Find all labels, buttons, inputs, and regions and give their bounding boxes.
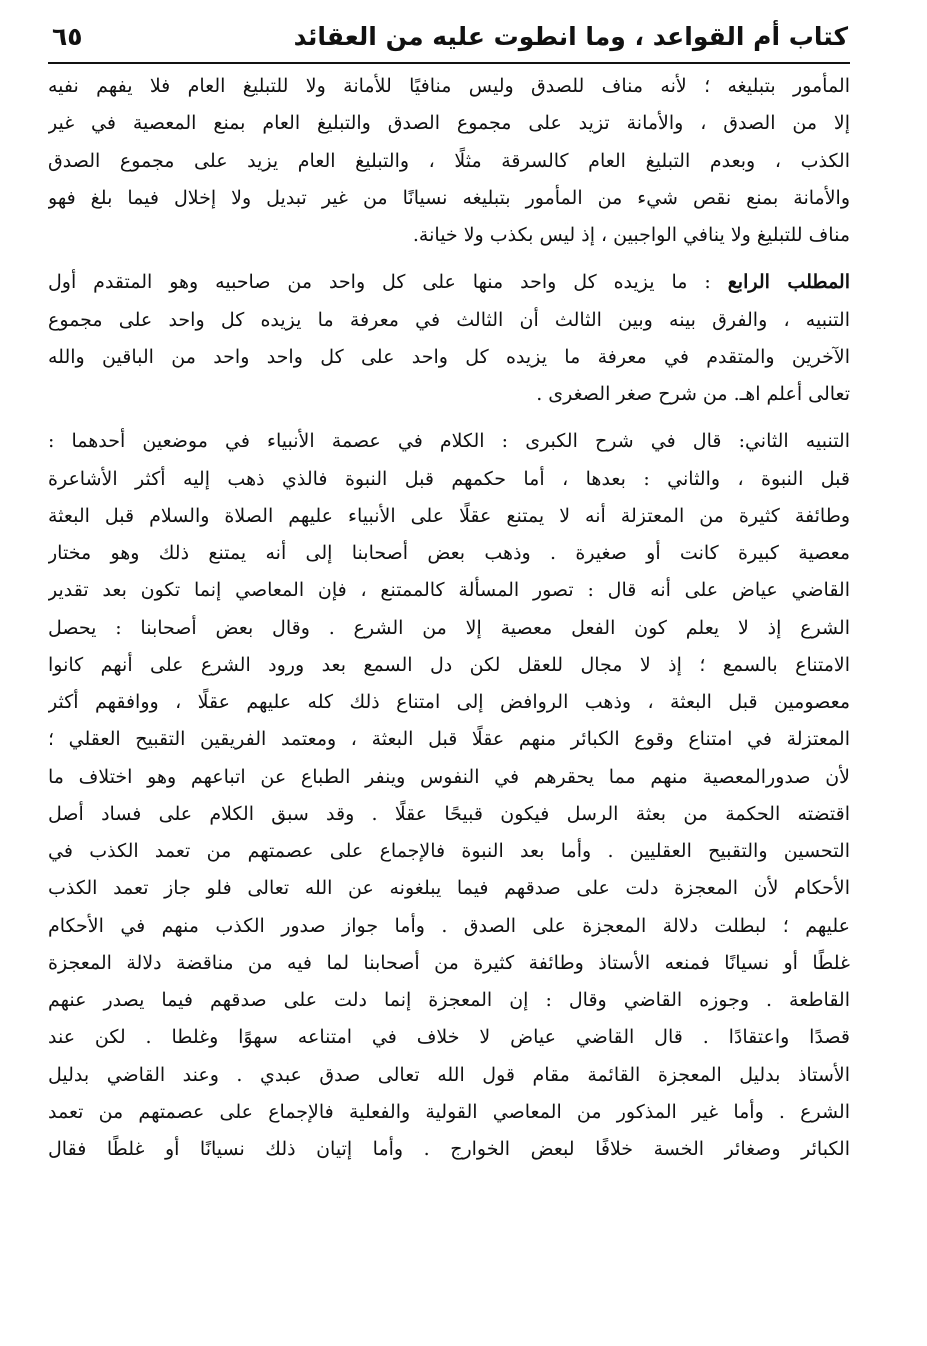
text-line: والأمانة بمنع نقص شيء من المأمور بتبليغه نسيانًا من غير تبديل ولا إخلال فيما بلغ فهو bbox=[48, 186, 850, 209]
section-heading: المطلب الرابع bbox=[727, 271, 850, 294]
page-body bbox=[48, 68, 850, 1168]
text-line: تعالى أعلم اهـ. من شرح صغر الصغرى . bbox=[536, 383, 850, 405]
text-line: مناف للتبليغ ولا ينافي الواجبين ، إذ ليس بكذب ولا خيانة. bbox=[412, 224, 850, 246]
paragraph-1 bbox=[48, 68, 850, 254]
text-line: الشرع إذ لا يعلم كون الفعل معصية إلا من الشرع . وقال بعض أصحابنا : يحصل bbox=[48, 616, 850, 639]
text-line: الأستاذ بدليل المعجزة القائمة مقام قول الله تعالى صدق عبدي . وعند القاضي بدليل bbox=[48, 1063, 850, 1086]
text-line: الامتناع بالسمع ؛ إذ لا مجال للعقل لكن دل السمع بعد ورود الشرع على أنهم كانوا bbox=[48, 653, 850, 676]
text-run: : ما يزيده كل واحد منها على كل واحد من صاحبيه وهو المتقدم أول bbox=[48, 271, 711, 294]
text-line: قصدًا واعتقادًا . قال القاضي عياض لا خلاف في امتناعه سهوًا وغلطا . لكن عند bbox=[48, 1026, 850, 1049]
header-rule bbox=[48, 62, 850, 64]
page-header bbox=[48, 16, 848, 60]
page-number: ٦٥ bbox=[52, 22, 83, 51]
text-line: التنبيه الثاني: قال في شرح الكبرى : الكلام في عصمة الأنبياء في موضعين أحدهما : bbox=[48, 430, 850, 453]
text-line: اقتضته الحكمة من بعثة الرسل فيكون قبيحًا عقلًا . وقد سبق الكلام على فساد أصل bbox=[48, 802, 850, 825]
text-line: قبل النبوة ، والثاني : بعدها ، أما حكمهم قبل النبوة فالذي ذهب إليه أكثر الأشاعرة bbox=[48, 467, 850, 490]
text-line: الآخرين والمتقدم في معرفة ما يزيده كل واحد على كل واحد واحد من الباقين والله bbox=[48, 345, 850, 368]
text-line: القاضي عياض على أنه قال : تصور المسألة كالممتنع ، فإن المعاصي إنما تكون بعد تقدير bbox=[48, 579, 850, 602]
text-line: معصومين قبل البعثة ، وذهب الروافض إلى امتناع ذلك كله عليهم عقلًا ، ووافقهم أكثر bbox=[48, 691, 850, 713]
text-line: المعتزلة في امتناع وقوع الكبائر منهم عقلًا قبل البعثة ، ومعتمد الفريقين التقبيح العقلي ؛ bbox=[48, 728, 850, 751]
text-line: إلا من الصدق ، والأمانة تزيد على مجموع الصدق والتبليغ العام بمنع المعصية في غير bbox=[48, 112, 850, 135]
text-line bbox=[48, 264, 850, 301]
text-line: الكبائر وصغائر الخسة خلافًا لبعض الخوارج . وأما إتيان ذلك نسيانًا أو غلطًا فقال bbox=[48, 1138, 850, 1160]
text-line: التحسين والتقبيح العقليين . وأما بعد النبوة فالإجماع على عصمتهم من تعمد الكذب في bbox=[48, 840, 850, 862]
text-line: غلطًا أو نسيانًا فمنعه الأستاذ وطائفة كثيرة من أصحابنا لما فيه من مناقضة دلالة المعجزة bbox=[48, 951, 850, 974]
text-line: المأمور بتبليغه ؛ لأنه مناف للصدق وليس منافيًا للأمانة ولا للتبليغ العام فلا يفهم نفيه bbox=[48, 75, 850, 97]
text-line: معصية كبيرة كانت أو صغيرة . وذهب بعض أصحابنا إلى أنه يمتنع ذلك وهو مختار bbox=[48, 542, 850, 564]
text-line: الكذب ، وبعدم التبليغ العام كالسرقة مثلًا ، والتبليغ العام يزيد على مجموع الصدق bbox=[48, 149, 850, 172]
paragraph-2 bbox=[48, 264, 850, 413]
paragraph-gap bbox=[48, 413, 850, 423]
text-line: عليهم ؛ لبطلت دلالة المعجزة على الصدق . وأما جواز صدور الكذب منهم في الأحكام bbox=[48, 914, 850, 937]
text-line: لأن صدورالمعصية منهم مما يحقرهم في النفوس وينفر الطباع عن اتباعهم وهو اختلاف ما bbox=[48, 765, 850, 788]
text-line: الشرع . وأما غير المذكور من المعاصي القولية والفعلية فالإجماع على عصمتهم من تعمد bbox=[48, 1100, 850, 1123]
text-line: وطائفة كثيرة من المعتزلة أنه لا يمتنع عقلًا على الأنبياء عليهم الصلاة والسلام قبل البعثة bbox=[48, 504, 850, 527]
paragraph-3 bbox=[48, 423, 850, 1168]
text-line: التنبيه ، والفرق بينه وبين الثالث أن الثالث في معرفة ما يزيده كل واحد على مجموع bbox=[48, 308, 850, 331]
running-title: كتاب أم القواعد ، وما انطوت عليه من العقائد bbox=[293, 22, 848, 51]
paragraph-gap bbox=[48, 254, 850, 264]
text-line: الأحكام لأن المعجزة دلت على صدقهم فيما يبلغونه عن الله تعالى فلو جاز تعمد الكذب bbox=[48, 877, 850, 900]
text-line: القاطعة . وجوزه القاضي وقال : إن المعجزة إنما دلت على صدقهم فيما يصدر عنهم bbox=[48, 989, 850, 1011]
